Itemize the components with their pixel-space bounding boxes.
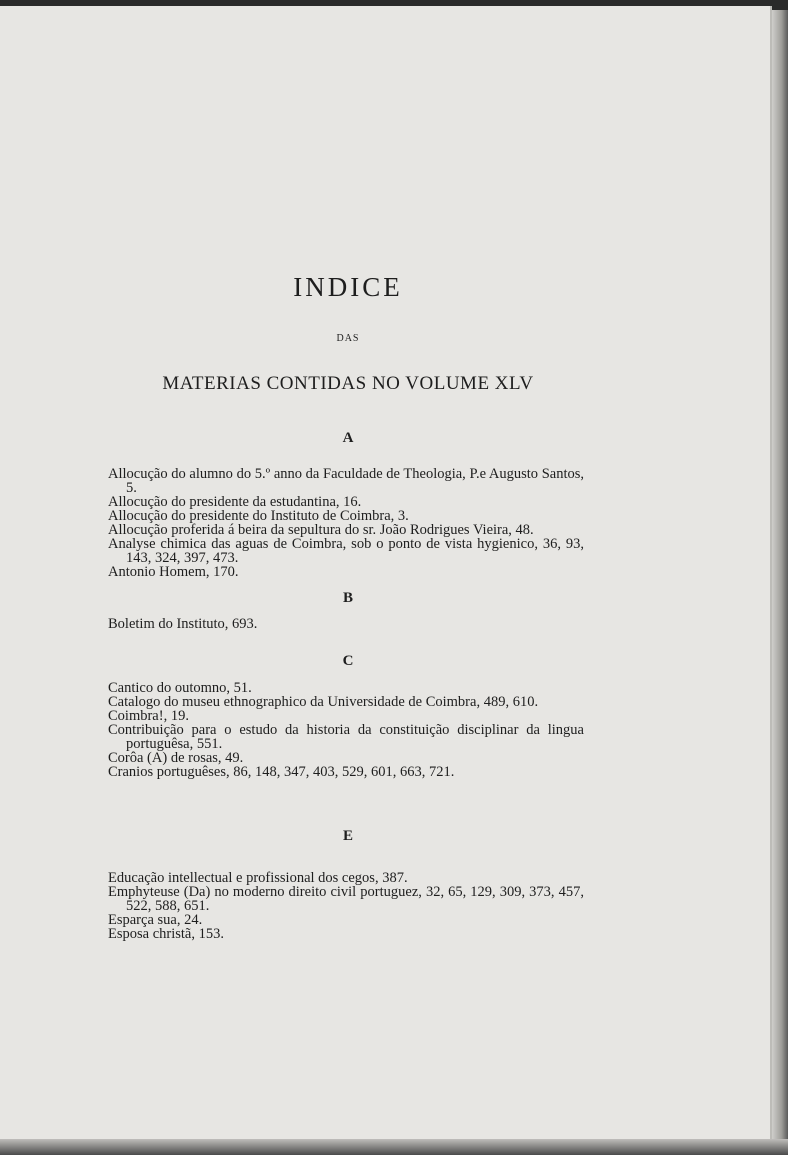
index-entry: Allocução do alumno do 5.º anno da Faculdade de Theologia, P.e Augusto Santos, 5. xyxy=(108,466,584,496)
index-entry: Coimbra!, 19. xyxy=(108,708,189,724)
index-entry: Antonio Homem, 170. xyxy=(108,564,239,580)
index-entry: Cantico do outomno, 51. xyxy=(108,680,252,696)
page-edge-right xyxy=(772,10,788,1140)
section-letter-a: A xyxy=(342,430,354,446)
section-b-entries xyxy=(108,617,584,631)
index-entry: Catalogo do museu ethnographico da Universidade de Coimbra, 489, 610. xyxy=(108,694,539,710)
index-entry: Allocução proferida á beira da sepultura do sr. João Rodrigues Vieira, 48. xyxy=(108,522,534,538)
index-entry: Emphyteuse (Da) no moderno direito civil portuguez, 32, 65, 129, 309, 373, 457, 522, 588, 651. xyxy=(108,884,584,914)
index-entry: Allocução do presidente do Instituto de Coimbra, 3. xyxy=(108,508,409,524)
page-subtitle: MATERIAS CONTIDAS NO VOLUME XLV xyxy=(162,373,534,394)
title-connector: DAS xyxy=(336,333,360,344)
index-entry: Boletim do Instituto, 693. xyxy=(108,616,258,632)
page-title: INDICE xyxy=(293,272,403,302)
index-entry: Analyse chimica das aguas de Coimbra, sob o ponto de vista hygienico, 36, 93, 143, 324, 397, 473. xyxy=(108,536,584,566)
index-entry: Contribuição para o estudo da historia da constituição disciplinar da lingua portuguêsa, 551. xyxy=(108,722,584,752)
section-letter-e: E xyxy=(342,828,353,844)
index-entry: Allocução do presidente da estudantina, 16. xyxy=(108,494,362,510)
section-letter-b: B xyxy=(342,590,353,606)
index-entry: Educação intellectual e profissional dos cegos, 387. xyxy=(108,870,408,886)
section-c-entries xyxy=(108,681,584,779)
section-letter-c: C xyxy=(342,653,354,669)
section-a-entries xyxy=(108,467,584,579)
book-page xyxy=(0,6,772,1142)
page-edge-bottom xyxy=(0,1139,788,1155)
index-entry: Corôa (A) de rosas, 49. xyxy=(108,750,244,766)
index-entry: Cranios portuguêses, 86, 148, 347, 403, 529, 601, 663, 721. xyxy=(108,764,455,780)
section-e-entries xyxy=(108,871,584,941)
index-entry: Esparça sua, 24. xyxy=(108,912,203,928)
index-entry: Esposa christã, 153. xyxy=(108,926,224,942)
